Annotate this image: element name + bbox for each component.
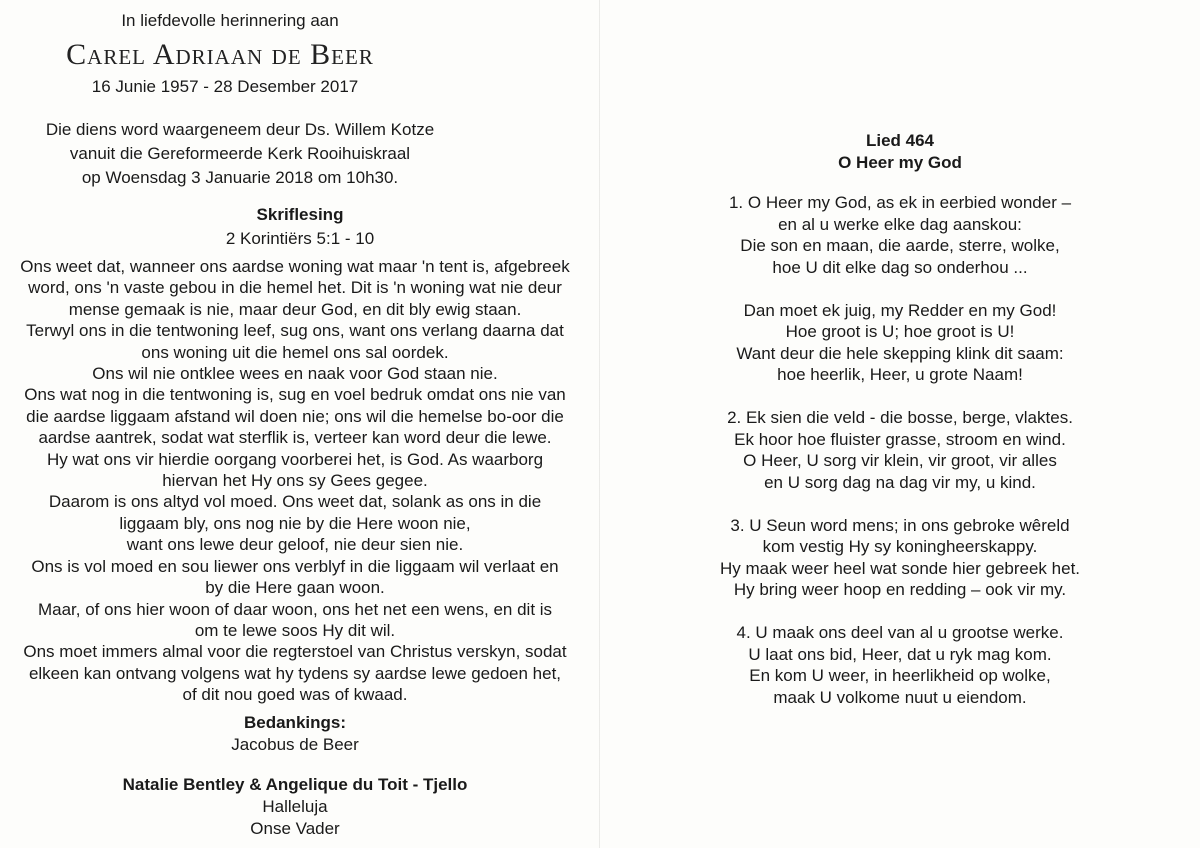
- passage-line: elkeen kan ontvang volgens wat hy tydens sy aardse lewe gedoen het,: [28, 663, 562, 683]
- passage-line: by die Here gaan woon.: [205, 578, 385, 598]
- stanza-line: Ek hoor hoe fluister grasse, stroom en wind.: [734, 429, 1066, 449]
- right-page: [600, 0, 1200, 848]
- service-line: vanuit die Gereformeerde Kerk Rooihuiskraal: [69, 144, 411, 163]
- passage-line: Hy wat ons vir hierdie oorgang voorberei het, is God. As waarborg: [46, 449, 544, 469]
- passage-line: Daarom is ons altyd vol moed. Ons weet dat, solank as ons in die: [48, 492, 542, 512]
- passage-line: of dit nou goed was of kwaad.: [182, 685, 408, 705]
- stanza-line: 1. O Heer my God, as ek in eerbied wonder –: [728, 193, 1072, 212]
- thanks-name: Jacobus de Beer: [231, 735, 359, 754]
- passage-line: Ons is vol moed en sou liewer ons verblyf in die liggaam wil verlaat en: [31, 556, 559, 576]
- hymn-stanza: [600, 515, 1200, 601]
- life-dates: 16 Junie 1957 - 28 Desember 2017: [91, 77, 359, 96]
- passage-line: die aardse liggaam afstand wil doen nie; ons wil die hemelse bo-oor die: [26, 406, 564, 426]
- stanza-line: Dan moet ek juig, my Redder en my God!: [743, 300, 1057, 320]
- service-details: [0, 118, 480, 190]
- stanza-line: kom vestig Hy sy koningheerskappy.: [762, 537, 1038, 556]
- song-title: Onse Vader: [250, 819, 340, 838]
- passage-line: Ons wil nie ontklee wees en naak voor God staan nie.: [92, 364, 498, 384]
- stanza-line: Hy maak weer heel wat sonde hier gebreek het.: [719, 558, 1081, 578]
- reading-heading: Skriflesing: [256, 205, 344, 224]
- hymn-stanza: [600, 407, 1200, 493]
- passage-line: om te lewe soos Hy dit wil.: [194, 620, 396, 640]
- intro-line: In liefdevolle herinnering aan: [121, 11, 339, 30]
- stanza-line: Hoe groot is U; hoe groot is U!: [785, 322, 1015, 341]
- thanks-heading: Bedankings:: [243, 713, 347, 732]
- passage-line: ons woning uit die hemel ons sal oordek.: [141, 342, 449, 362]
- hymn-stanza: [600, 192, 1200, 278]
- stanza-line: Die son en maan, die aarde, sterre, wolke,: [740, 236, 1060, 255]
- hymn-stanza: [600, 622, 1200, 708]
- stanza-line: 4. U maak ons deel van al u grootse werke.: [736, 623, 1064, 642]
- reading-header: [0, 203, 600, 251]
- reading-reference: 2 Korintiërs 5:1 - 10: [225, 229, 375, 248]
- stanza-line: en U sorg dag na dag vir my, u kind.: [764, 472, 1036, 492]
- stanza-line: 3. U Seun word mens; in ons gebroke wêreld: [730, 515, 1070, 535]
- stanza-line: Want deur die hele skepping klink dit saam:: [736, 343, 1064, 363]
- song-title: Halleluja: [262, 797, 328, 816]
- stanza-line: hoe U dit elke dag so onderhou ...: [772, 257, 1028, 277]
- scripture-passage: [6, 256, 584, 706]
- passage-line: Ons weet dat, wanneer ons aardse woning wat maar 'n tent is, afgebreek: [20, 257, 570, 276]
- hymn-header: [600, 130, 1200, 174]
- stanza-line: Hy bring weer hoop en redding – ook vir my.: [733, 580, 1067, 599]
- stanza-line: en al u werke elke dag aanskou:: [778, 214, 1022, 234]
- stanza-line: En kom U weer, in heerlikheid op wolke,: [749, 666, 1051, 685]
- stanza-line: O Heer, U sorg vir klein, vir groot, vir alles: [743, 451, 1057, 470]
- stanza-line: maak U volkome nuut u eiendom.: [773, 687, 1027, 707]
- stanza-line: U laat ons bid, Heer, dat u ryk mag kom.: [748, 644, 1052, 664]
- singers-heading: Natalie Bentley & Angelique du Toit - Tjello: [122, 775, 468, 794]
- service-line: Die diens word waargeneem deur Ds. Willem Kotze: [45, 120, 435, 139]
- service-line: op Woensdag 3 Januarie 2018 om 10h30.: [81, 168, 399, 187]
- passage-line: aardse aantrek, sodat wat sterflik is, verteer kan word deur die lewe.: [38, 428, 552, 448]
- hymn-stanza: [600, 300, 1200, 386]
- hymn-verses: [600, 192, 1200, 730]
- deceased-name: Carel Adriaan de Beer: [66, 38, 374, 71]
- hymn-title: O Heer my God: [838, 153, 962, 172]
- passage-line: Maar, of ons hier woon of daar woon, ons het net een wens, en dit is: [37, 599, 553, 619]
- passage-line: mense gemaak is nie, maar deur God, en dit bly ewig staan.: [68, 299, 522, 319]
- stanza-line: hoe heerlik, Heer, u grote Naam!: [777, 365, 1023, 384]
- passage-line: hiervan het Hy ons sy Gees gegee.: [162, 471, 428, 491]
- passage-line: Terwyl ons in die tentwoning leef, sug ons, want ons verlang daarna dat: [26, 321, 564, 341]
- passage-line: liggaam bly, ons nog nie by die Here woon nie,: [119, 513, 471, 533]
- music-section: [0, 774, 590, 840]
- passage-line: word, ons 'n vaste gebou in die hemel het. Dit is 'n woning wat nie deur: [28, 278, 562, 298]
- thanks-section: [0, 712, 590, 756]
- passage-line: Ons wat nog in die tentwoning is, sug en voel bedruk omdat ons nie van: [24, 385, 566, 405]
- passage-line: Ons moet immers almal voor die regterstoel van Christus verskyn, sodat: [23, 642, 567, 662]
- passage-line: want ons lewe deur geloof, nie deur sien nie.: [126, 535, 464, 555]
- hymn-number: Lied 464: [865, 131, 935, 150]
- stanza-line: 2. Ek sien die veld - die bosse, berge, vlaktes.: [727, 408, 1073, 427]
